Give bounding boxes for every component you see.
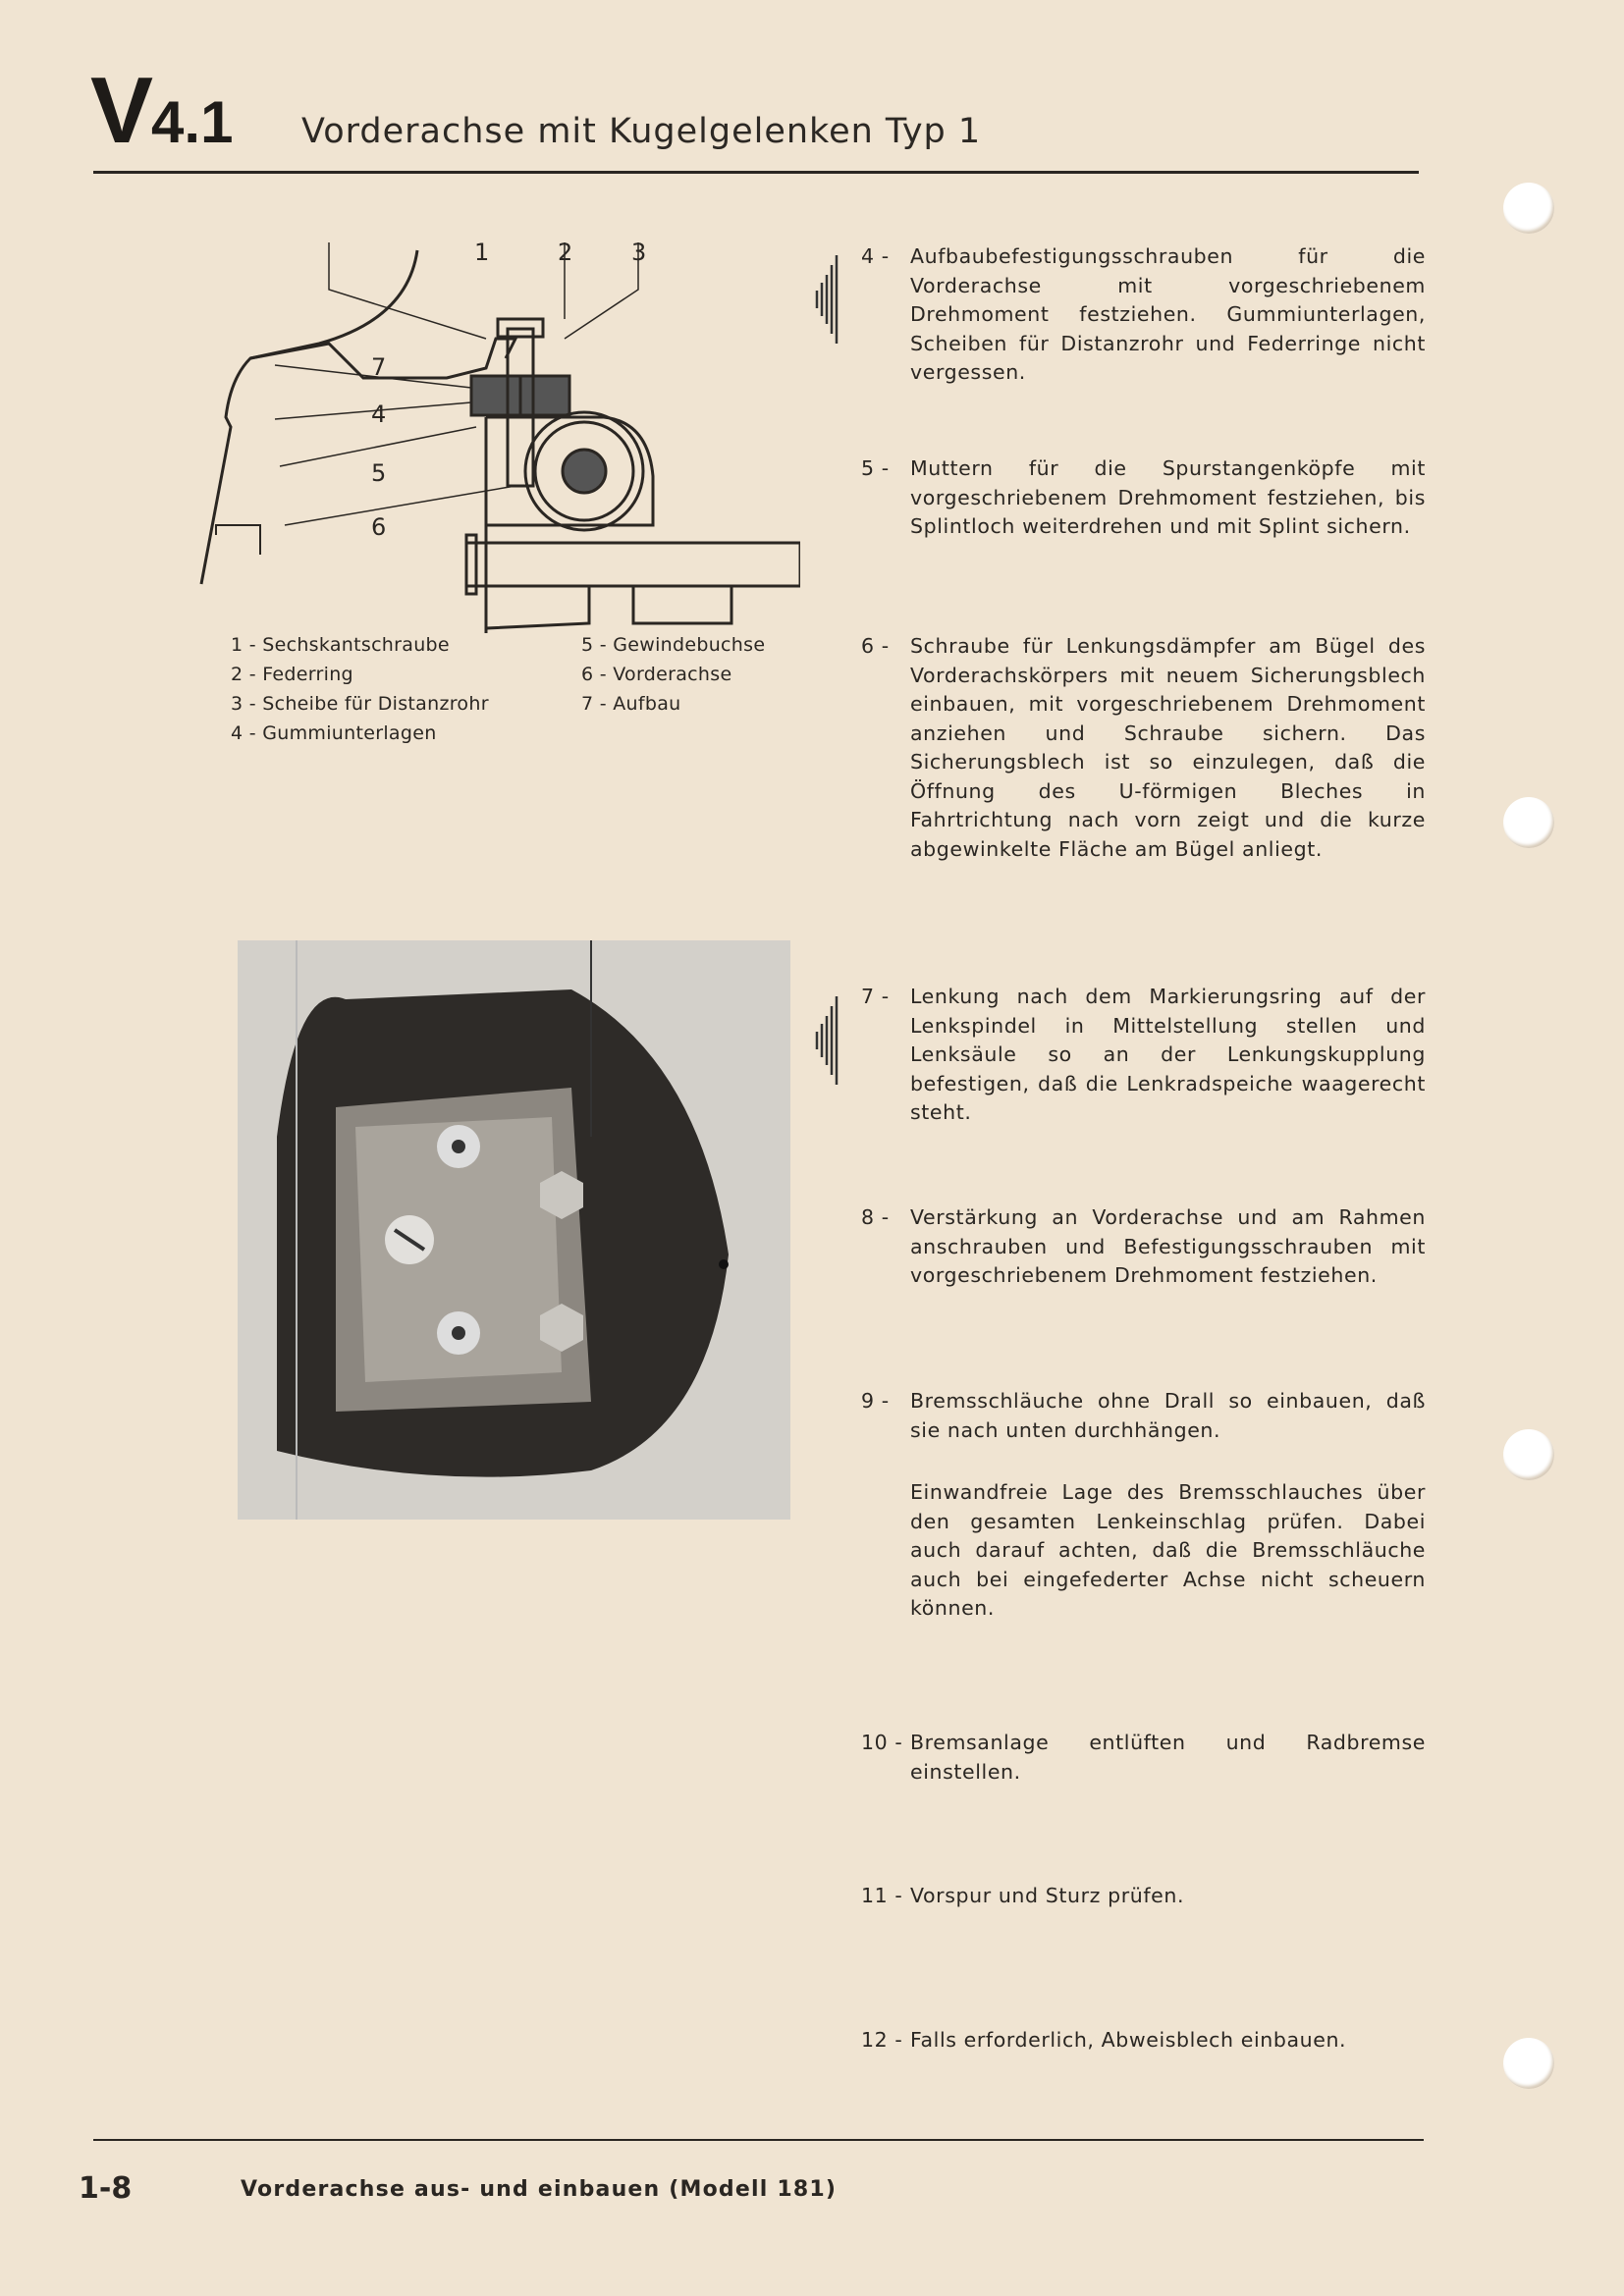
step-9 xyxy=(861,1387,1426,1445)
step-text: Bremsschläuche ohne Drall so einbauen, daß sie nach unten durchhängen. xyxy=(910,1389,1426,1442)
step-5 xyxy=(861,454,1426,542)
legend-left xyxy=(231,630,489,748)
step-number: 10 - xyxy=(861,1731,903,1754)
callout-5: 5 xyxy=(371,459,387,487)
step-11 xyxy=(861,1882,1426,1911)
header-rule xyxy=(93,171,1419,174)
step-text: Aufbaubefestigungsschrauben für die Vorderachse mit vorgeschriebenem Drehmoment festziehen. Gummiunterlagen, Scheiben für Distanzrohr und Federringe nicht vergessen. xyxy=(910,244,1426,384)
callout-3: 3 xyxy=(631,239,647,266)
step-text: Vorspur und Sturz prüfen. xyxy=(910,1884,1185,1907)
section-code xyxy=(90,57,233,165)
punch-hole xyxy=(1503,1429,1554,1480)
step-4 xyxy=(861,242,1426,388)
page-number: 1-8 xyxy=(79,2171,133,2206)
step-text: Lenkung nach dem Markierungsring auf der Lenkspindel in Mittelstellung stellen und Lenksäule so an der Lenkungskupplung befestigen, daß die Lenkradspeiche waagerecht steht. xyxy=(910,985,1426,1124)
step-12 xyxy=(861,2026,1426,2056)
callout-2: 2 xyxy=(558,239,573,266)
punch-hole xyxy=(1503,797,1554,848)
step-number: 4 - xyxy=(861,244,890,268)
arrow-marker-icon xyxy=(807,987,846,1095)
step-8 xyxy=(861,1203,1426,1291)
step-number: 12 - xyxy=(861,2028,903,2052)
section-number: 4.1 xyxy=(151,89,234,155)
step-7 xyxy=(861,983,1426,1128)
legend-item: 3 - Scheibe für Distanzrohr xyxy=(231,693,489,715)
legend-right xyxy=(581,630,765,719)
callout-7: 7 xyxy=(371,353,387,381)
footer-rule xyxy=(93,2139,1424,2141)
steering-mount-photo xyxy=(238,940,790,1520)
step-6 xyxy=(861,632,1426,864)
callout-6: 6 xyxy=(371,513,387,541)
step-text: Muttern für die Spurstangenköpfe mit vorgeschriebenem Drehmoment festziehen, bis Splintloch weiterdrehen und mit Splint sichern. xyxy=(910,456,1426,538)
arrow-marker-icon xyxy=(807,245,846,353)
step-10 xyxy=(861,1729,1426,1787)
step-9-note: Einwandfreie Lage des Bremsschlauches über den gesamten Lenkeinschlag prüfen. Dabei auch darauf achten, daß die Bremsschläuche auch bei eingefederter Achse nicht scheuern können. xyxy=(910,1480,1426,1620)
step-number: 5 - xyxy=(861,456,890,480)
punch-hole xyxy=(1503,183,1554,234)
step-text: Bremsanlage entlüften und Radbremse einstellen. xyxy=(910,1731,1426,1784)
step-text: Verstärkung an Vorderachse und am Rahmen anschrauben und Befestigungsschrauben mit vorgeschriebenem Drehmoment festziehen. xyxy=(910,1205,1426,1287)
step-number: 11 - xyxy=(861,1884,903,1907)
step-number: 8 - xyxy=(861,1205,890,1229)
punch-hole xyxy=(1503,2038,1554,2089)
legend-item: 2 - Federring xyxy=(231,664,353,685)
callout-1: 1 xyxy=(474,239,490,266)
axle-mount-diagram xyxy=(191,231,800,643)
legend-item: 6 - Vorderachse xyxy=(581,664,732,685)
legend-item: 5 - Gewindebuchse xyxy=(581,634,766,656)
legend-item: 7 - Aufbau xyxy=(581,693,681,715)
page-title: Vorderachse mit Kugelgelenken Typ 1 xyxy=(301,112,982,151)
step-text: Falls erforderlich, Abweisblech einbauen. xyxy=(910,2028,1347,2052)
callout-4: 4 xyxy=(371,400,387,428)
legend-item: 4 - Gummiunterlagen xyxy=(231,722,437,744)
step-text: Schraube für Lenkungsdämpfer am Bügel des Vorderachskörpers mit neuem Sicherungsblech einbauen, mit vorgeschriebenem Drehmoment anziehen und Schraube sichern. Das Sicherungsblech ist so einzulegen, daß die Öffnung des U-förmigen Bleches in Fahrtrichtung nach vorn zeigt und die kurze abgewinkelte Fläche am Bügel anliegt. xyxy=(910,634,1426,861)
footer-title: Vorderachse aus- und einbauen (Modell 181) xyxy=(241,2177,838,2202)
step-number: 9 - xyxy=(861,1389,890,1413)
section-letter: V xyxy=(90,58,152,163)
step-number: 6 - xyxy=(861,634,890,658)
step-number: 7 - xyxy=(861,985,890,1008)
legend-item: 1 - Sechskantschraube xyxy=(231,634,450,656)
